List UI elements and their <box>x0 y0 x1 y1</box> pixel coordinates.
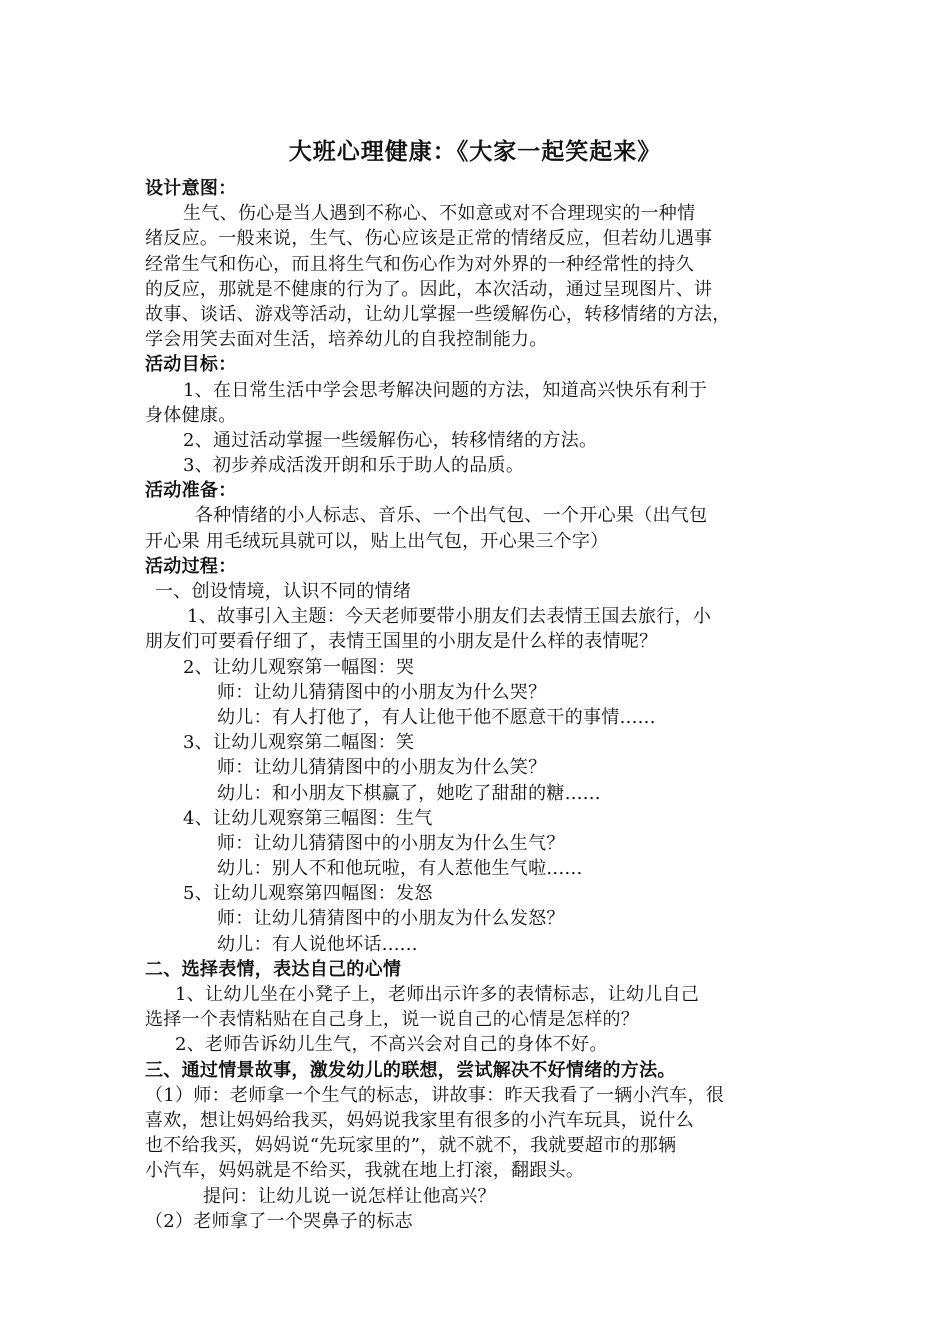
text-line: 喜欢，想让妈妈给我买，妈妈说我家里有很多的小汽车玩具，说什么 <box>145 1109 694 1131</box>
text-line: 5、让幼儿观察第四幅图：发怒 <box>183 883 433 905</box>
text-line: 2、通过活动掌握一些缓解伤心，转移情绪的方法。 <box>183 429 598 451</box>
text-line: 1、让幼儿坐在小凳子上，老师出示许多的表情标志，让幼儿自己 <box>175 984 700 1005</box>
text-line: 开心果 用毛绒玩具就可以，贴上出气包，开心果三个字） <box>145 530 609 552</box>
text-line: 4、让幼儿观察第三幅图：生气 <box>183 807 433 829</box>
text-line: 的反应，那就是不健康的行为了。因此，本次活动，通过呈现图片、讲 <box>145 278 713 300</box>
text-line: 学会用笑去面对生活，培养幼儿的自我控制能力。 <box>145 329 548 351</box>
text-line: 幼儿：有人打他了，有人让他干他不愿意干的事情...... <box>217 706 656 728</box>
text-line: 一、创设情境，认识不同的情绪 <box>155 581 412 602</box>
text-line: 朋友们可要看仔细了，表情王国里的小朋友是什么样的表情呢？ <box>145 631 658 653</box>
text-line: 2、让幼儿观察第一幅图：哭 <box>183 656 415 678</box>
document-body <box>145 176 815 1234</box>
document-title: 大班心理健康：《大家一起笑起来》 <box>288 138 662 165</box>
text-line: 师：让幼儿猜猜图中的小朋友为什么发怒？ <box>217 908 565 930</box>
section-heading: 设计意图： <box>145 178 237 199</box>
text-line: 2、老师告诉幼儿生气，不高兴会对自己的身体不好。 <box>175 1034 608 1056</box>
text-line: 小汽车，妈妈就是不给买，我就在地上打滚，翻跟头。 <box>145 1160 585 1182</box>
text-line: 各种情绪的小人标志、音乐、一个出气包、一个开心果（出气包 <box>195 505 708 527</box>
text-line: 身体健康。 <box>145 404 237 426</box>
text-line: 生气、伤心是当人遇到不称心、不如意或对不合理现实的一种情 <box>183 203 696 225</box>
text-line: 故事、谈话、游戏等活动，让幼儿掌握一些缓解伤心，转移情绪的方法， <box>145 303 731 325</box>
text-line: 幼儿：别人不和他玩啦，有人惹他生气啦...... <box>217 858 583 880</box>
text-line: 师：让幼儿猜猜图中的小朋友为什么哭？ <box>217 681 547 703</box>
text-line: 3、初步养成活泼开朗和乐于助人的品质。 <box>183 455 525 477</box>
text-line: 1、在日常生活中学会思考解决问题的方法，知道高兴快乐有利于 <box>183 379 708 401</box>
text-line: 绪反应。一般来说，生气、伤心应该是正常的情绪反应，但若幼儿遇事 <box>145 228 713 250</box>
section-heading: 三、通过情景故事，激发幼儿的联想，尝试解决不好情绪的方法。 <box>145 1059 676 1081</box>
text-line: 3、让幼儿观察第二幅图：笑 <box>183 732 415 754</box>
section-heading: 二、选择表情，表达自己的心情 <box>145 958 402 980</box>
text-line: 也不给我买，妈妈说“先玩家里的”，就不就不，我就要超市的那辆 <box>145 1135 677 1157</box>
section-heading: 活动准备： <box>145 480 237 502</box>
section-heading: 活动过程： <box>145 555 237 577</box>
text-line: 提问：让幼儿说一说怎样让他高兴？ <box>203 1185 496 1207</box>
text-line: （2）老师拿了一个哭鼻子的标志 <box>145 1210 413 1232</box>
text-line: 经常生气和伤心，而且将生气和伤心作为对外界的一种经常性的持久 <box>145 253 694 275</box>
text-line: （1）师：老师拿一个生气的标志，讲故事：昨天我看了一辆小汽车，很 <box>145 1084 725 1106</box>
text-line: 幼儿：有人说他坏话...... <box>217 933 418 955</box>
text-line: 师：让幼儿猜猜图中的小朋友为什么生气？ <box>217 832 565 854</box>
section-heading: 活动目标： <box>145 354 237 376</box>
text-line: 1、故事引入主题：今天老师要带小朋友们去表情王国去旅行，小 <box>187 606 712 628</box>
text-line: 师：让幼儿猜猜图中的小朋友为什么笑？ <box>217 757 547 779</box>
text-line: 选择一个表情粘贴在自己身上，说一说自己的心情是怎样的？ <box>145 1009 640 1031</box>
text-line: 幼儿：和小朋友下棋赢了，她吃了甜甜的糖...... <box>217 782 601 804</box>
